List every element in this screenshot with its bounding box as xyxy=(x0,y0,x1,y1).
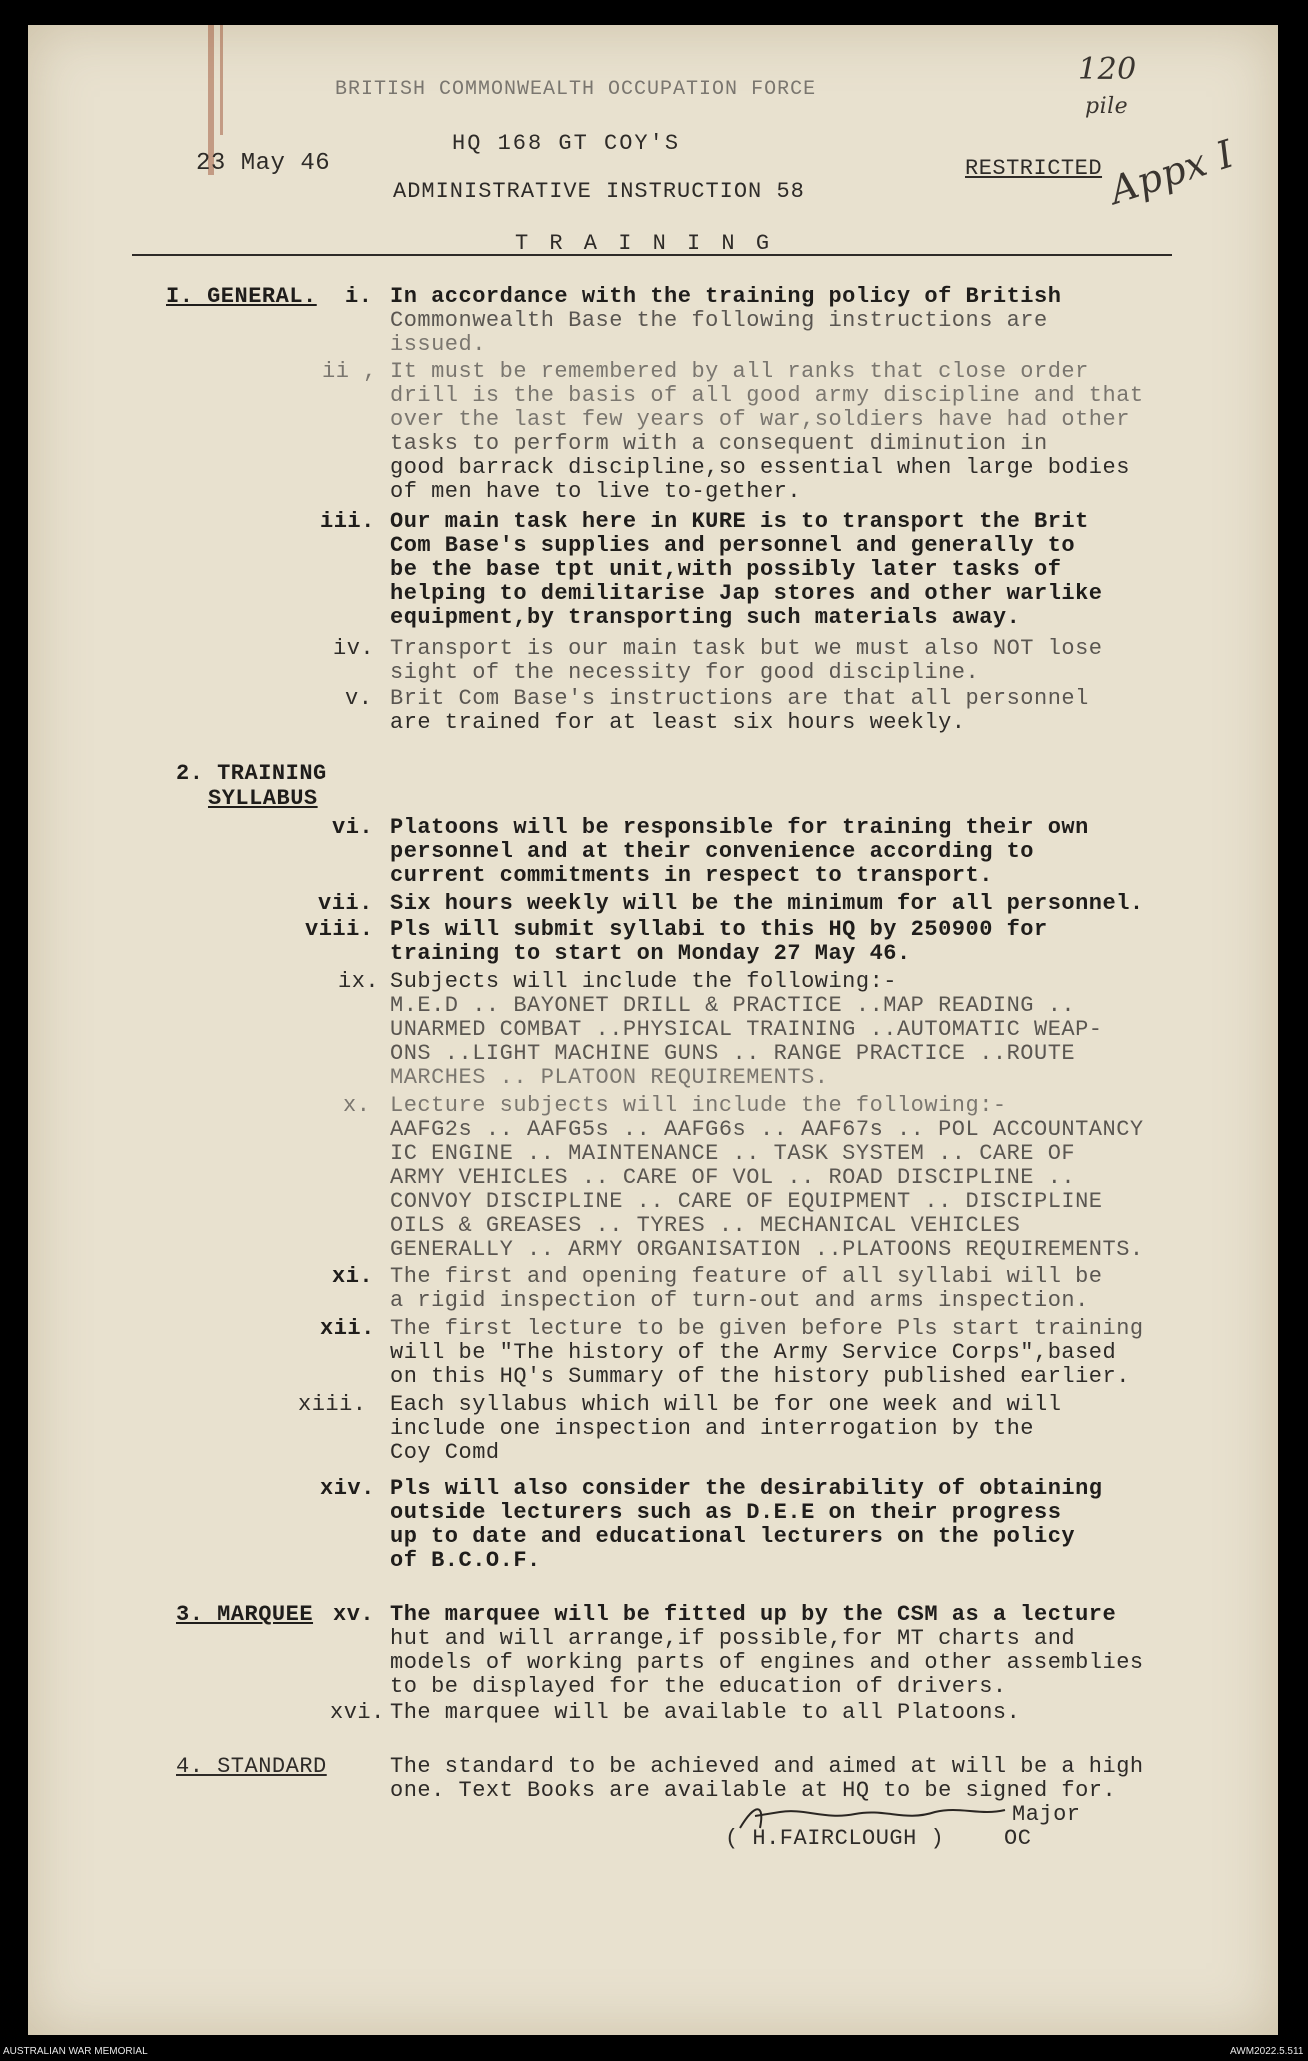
para-line: personnel and at their convenience according to xyxy=(390,839,1035,864)
para-line: of men have to live to-gether. xyxy=(390,479,802,504)
para-line: equipment,by transporting such materials away. xyxy=(390,605,1021,630)
para-line: good barrack discipline,so essential when large bodies xyxy=(390,455,1130,480)
para-number: ix. xyxy=(338,969,380,994)
para-line: training to start on Monday 27 May 46. xyxy=(390,941,911,966)
para-line: The first lecture to be given before Pls start training xyxy=(390,1316,1144,1341)
para-number: xvi. xyxy=(330,1700,385,1725)
para-line: It must be remembered by all ranks that close order xyxy=(390,359,1089,384)
footer-archive-name: AUSTRALIAN WAR MEMORIAL xyxy=(3,2046,148,2057)
para-line: of B.C.O.F. xyxy=(390,1548,541,1573)
para-number: viii. xyxy=(305,917,374,942)
instruction-title: ADMINISTRATIVE INSTRUCTION 58 xyxy=(393,179,805,204)
para-line: Coy Comd xyxy=(390,1440,500,1465)
rust-stain xyxy=(220,25,223,135)
section-2-heading: 2. TRAINING xyxy=(176,761,327,786)
para-line: to be displayed for the education of drivers. xyxy=(390,1674,1007,1699)
para-line: Com Base's supplies and personnel and generally to xyxy=(390,533,1076,558)
para-line: helping to demilitarise Jap stores and other warlike xyxy=(390,581,1103,606)
section-1-heading xyxy=(166,285,317,309)
para-line: Our main task here in KURE is to transport the Brit xyxy=(390,509,1089,534)
para-line: CONVOY DISCIPLINE .. CARE OF EQUIPMENT .. DISCIPLINE xyxy=(390,1189,1103,1214)
para-line: The first and opening feature of all syllabi will be xyxy=(390,1264,1103,1289)
para-number: xiii. xyxy=(298,1392,367,1417)
section-3-heading xyxy=(176,1603,313,1627)
classification: RESTRICTED xyxy=(965,156,1103,181)
para-line: one. Text Books are available at HQ to be signed for. xyxy=(390,1778,1117,1803)
para-line: IC ENGINE .. MAINTENANCE .. TASK SYSTEM .. CARE OF xyxy=(390,1141,1076,1166)
para-number: xv. xyxy=(333,1602,375,1627)
para-line: current commitments in respect to transport. xyxy=(390,863,993,888)
handwritten-appendix-mark: Appx I xyxy=(1104,131,1240,213)
para-line: OILS & GREASES .. TYRES .. MECHANICAL VEHICLES xyxy=(390,1213,1021,1238)
para-line: Pls will submit syllabi to this HQ by 250900 for xyxy=(390,917,1048,942)
para-line: The standard to be achieved and aimed at will be a high xyxy=(390,1754,1144,1779)
para-number: vii. xyxy=(318,891,373,916)
para-number: xi. xyxy=(332,1264,374,1289)
handwritten-folio-number: 120 xyxy=(1078,52,1137,87)
para-line: models of working parts of engines and other assemblies xyxy=(390,1650,1144,1675)
para-line: are trained for at least six hours weekly. xyxy=(390,710,966,735)
section-heading-text: 3. MARQUEE xyxy=(176,1602,314,1627)
para-line: MARCHES .. PLATOON REQUIREMENTS. xyxy=(390,1065,829,1090)
para-line: AAFG2s .. AAFG5s .. AAFG6s .. AAF67s .. POL ACCOUNTANCY xyxy=(390,1117,1144,1142)
para-line: up to date and educational lecturers on the policy xyxy=(390,1524,1076,1549)
para-number: xiv. xyxy=(320,1476,375,1501)
section-heading-text: 4. STANDARD xyxy=(176,1754,327,1779)
para-line: include one inspection and interrogation by the xyxy=(390,1416,1035,1441)
signatory-appointment: OC xyxy=(1004,1826,1032,1851)
para-number: x. xyxy=(343,1093,371,1118)
page-title: T R A I N I N G xyxy=(515,231,774,256)
force-title: BRITISH COMMONWEALTH OCCUPATION FORCE xyxy=(335,78,817,101)
para-number: iv. xyxy=(333,636,375,661)
para-number: iii. xyxy=(320,509,375,534)
para-line: outside lecturers such as D.E.E on their progress xyxy=(390,1500,1062,1525)
para-line: Platoons will be responsible for training their own xyxy=(390,815,1089,840)
para-line: hut and will arrange,if possible,for MT charts and xyxy=(390,1626,1076,1651)
title-rule-right xyxy=(742,254,1172,256)
para-line: over the last few years of war,soldiers have had other xyxy=(390,407,1130,432)
para-line: drill is the basis of all good army discipline and that xyxy=(390,383,1144,408)
document-date: 23 May 46 xyxy=(196,150,331,177)
para-line: Each syllabus which will be for one week and will xyxy=(390,1392,1062,1417)
para-line: ARMY VEHICLES .. CARE OF VOL .. ROAD DISCIPLINE .. xyxy=(390,1165,1076,1190)
para-line: ONS ..LIGHT MACHINE GUNS .. RANGE PRACTICE ..ROUTE xyxy=(390,1041,1076,1066)
para-number: vi. xyxy=(332,815,374,840)
para-line: The marquee will be fitted up by the CSM as a lecture xyxy=(390,1602,1117,1627)
para-line: Commonwealth Base the following instructions are xyxy=(390,308,1048,333)
para-line: Brit Com Base's instructions are that all personnel xyxy=(390,686,1089,711)
section-heading-text: I. GENERAL. xyxy=(166,284,317,309)
para-line: In accordance with the training policy of British xyxy=(390,284,1062,309)
para-line: Six hours weekly will be the minimum for all personnel. xyxy=(390,891,1144,916)
para-number: ii , xyxy=(322,359,377,384)
handwritten-note: pile xyxy=(1085,94,1129,119)
para-line: Lecture subjects will include the following:- xyxy=(390,1093,1007,1118)
unit-heading: HQ 168 GT COY'S xyxy=(452,131,681,156)
para-number: v. xyxy=(345,686,373,711)
section-2-subheading: SYLLABUS xyxy=(208,786,318,811)
para-number: xii. xyxy=(320,1316,375,1341)
para-line: The marquee will be available to all Platoons. xyxy=(390,1700,1021,1725)
signatory-rank: Major xyxy=(1012,1802,1081,1827)
para-line: tasks to perform with a consequent diminution in xyxy=(390,431,1048,456)
signatory-name: ( H.FAIRCLOUGH ) xyxy=(725,1826,945,1851)
para-line: Subjects will include the following:- xyxy=(390,969,897,994)
para-line: sight of the necessity for good discipline. xyxy=(390,660,980,685)
para-line: UNARMED COMBAT ..PHYSICAL TRAINING ..AUTOMATIC WEAP- xyxy=(390,1017,1103,1042)
footer-reference: AWM2022.5.511 xyxy=(1230,2046,1304,2057)
para-line: Pls will also consider the desirability of obtaining xyxy=(390,1476,1103,1501)
para-line: issued. xyxy=(390,332,486,357)
para-line: be the base tpt unit,with possibly later tasks of xyxy=(390,557,1062,582)
para-line: on this HQ's Summary of the history published earlier. xyxy=(390,1364,1130,1389)
para-line: will be "The history of the Army Service Corps",based xyxy=(390,1340,1117,1365)
para-line: Transport is our main task but we must also NOT lose xyxy=(390,636,1103,661)
section-4-heading xyxy=(176,1755,327,1779)
para-number: i. xyxy=(345,284,373,309)
para-line: M.E.D .. BAYONET DRILL & PRACTICE ..MAP READING .. xyxy=(390,993,1076,1018)
para-line: GENERALLY .. ARMY ORGANISATION ..PLATOONS REQUIREMENTS. xyxy=(390,1237,1144,1262)
para-line: a rigid inspection of turn-out and arms inspection. xyxy=(390,1288,1089,1313)
